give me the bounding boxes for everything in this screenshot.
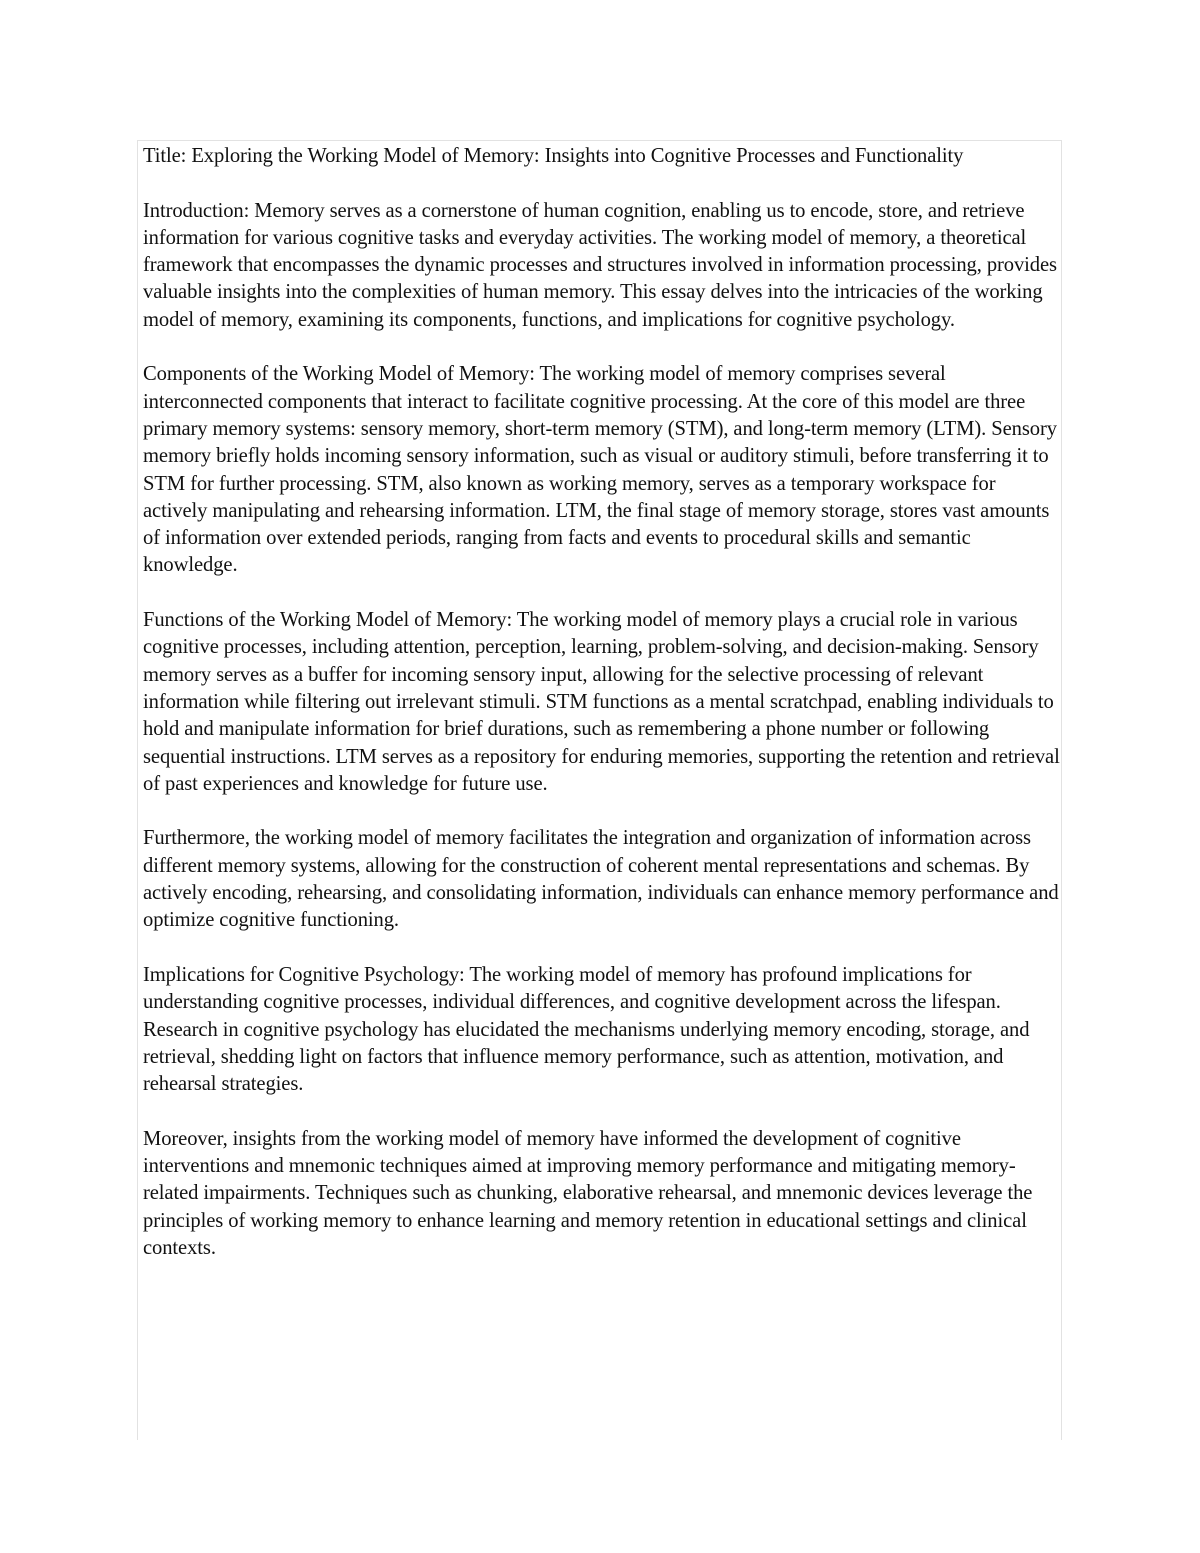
- paragraph-furthermore: Furthermore, the working model of memory facilitates the integration and organization of information across different memory systems, allowing for the construction of coherent mental representations and schemas. By actively encoding, rehearsing, and consolidating information, individuals can enhance memory performance and optimize cognitive functioning.: [143, 827, 1059, 932]
- paragraph-moreover: Moreover, insights from the working model of memory have informed the development of cognitive interventions and mnemonic techniques aimed at improving memory performance and mitigating memory-related impairments. Techniques such as chunking, elaborative rehearsal, and mnemonic devices leverage the principles of working memory to enhance learning and memory retention in educational settings and clinical contexts.: [143, 1127, 1033, 1259]
- paragraph-functions: Functions of the Working Model of Memory: The working model of memory plays a crucial role in various cognitive processes, including attention, perception, learning, problem-solving, and decision-making. Sensory memory serves as a buffer for incoming sensory input, allowing for the selective processing of relevant information while filtering out irrelevant stimuli. STM functions as a mental scratchpad, enabling individuals to hold and manipulate information for brief durations, such as remembering a phone number or following sequential instructions. LTM serves as a repository for enduring memories, supporting the retention and retrieval of past experiences and knowledge for future use.: [143, 609, 1060, 795]
- document-title: Title: Exploring the Working Model of Memory: Insights into Cognitive Processes and Functionality: [143, 145, 964, 167]
- document-body: [143, 143, 1063, 1289]
- paragraph-introduction: Introduction: Memory serves as a cornerstone of human cognition, enabling us to encode, store, and retrieve information for various cognitive tasks and everyday activities. The working model of memory, a theoretical framework that encompasses the dynamic processes and structures involved in information processing, provides valuable insights into the complexities of human memory. This essay delves into the intricacies of the working model of memory, examining its components, functions, and implications for cognitive psychology.: [143, 199, 1057, 331]
- paragraph-components: Components of the Working Model of Memory: The working model of memory comprises several interconnected components that interact to facilitate cognitive processing. At the core of this model are three primary memory systems: sensory memory, short-term memory (STM), and long-term memory (LTM). Sensory memory briefly holds incoming sensory information, such as visual or auditory stimuli, before transferring it to STM for further processing. STM, also known as working memory, serves as a temporary workspace for actively manipulating and rehearsing information. LTM, the final stage of memory storage, stores vast amounts of information over extended periods, ranging from facts and events to procedural skills and semantic knowledge.: [143, 363, 1057, 577]
- paragraph-implications: Implications for Cognitive Psychology: The working model of memory has profound implications for understanding cognitive processes, individual differences, and cognitive development across the lifespan. Research in cognitive psychology has elucidated the mechanisms underlying memory encoding, storage, and retrieval, shedding light on factors that influence memory performance, such as attention, motivation, and rehearsal strategies.: [143, 963, 1030, 1096]
